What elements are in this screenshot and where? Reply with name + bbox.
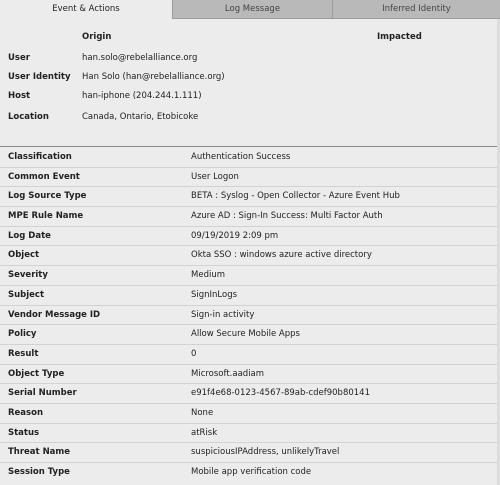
detail-row-vendor-message-id xyxy=(0,306,500,326)
detail-row-log-date xyxy=(0,227,500,247)
detail-label: Session Type xyxy=(8,467,70,477)
detail-value: Azure AD : Sign-In Success: Multi Factor Auth xyxy=(191,211,383,222)
detail-value: Medium xyxy=(191,270,225,281)
detail-label: MPE Rule Name xyxy=(8,211,84,222)
tab-log-message[interactable]: Log Message xyxy=(173,0,333,19)
detail-label: Reason xyxy=(8,407,43,418)
detail-label: Subject xyxy=(8,289,45,300)
detail-label: Object xyxy=(8,250,40,261)
identity-label: Host xyxy=(8,91,31,101)
section-divider xyxy=(0,146,500,147)
detail-row-result xyxy=(0,345,500,365)
origin-column-header: Origin xyxy=(82,32,112,42)
identity-row-location xyxy=(0,112,500,128)
detail-label: Severity xyxy=(8,270,48,281)
detail-label: Common Event xyxy=(8,171,80,182)
identity-value: Canada, Ontario, Etobicoke xyxy=(82,112,199,122)
identity-row-host xyxy=(0,91,500,107)
identity-label: User xyxy=(8,53,30,63)
detail-label: Object Type xyxy=(8,368,65,379)
identity-value: han.solo@rebelalliance.org xyxy=(82,53,198,63)
detail-value: SignInLogs xyxy=(191,289,238,300)
detail-value: atRisk xyxy=(191,427,218,438)
detail-value: Okta SSO : windows azure active directory xyxy=(191,250,372,261)
detail-row-session-type xyxy=(0,463,500,483)
detail-row-subject xyxy=(0,286,500,306)
detail-value: 09/19/2019 2:09 pm xyxy=(191,230,279,241)
detail-row-log-source-type xyxy=(0,187,500,207)
detail-row-status xyxy=(0,424,500,444)
detail-row-object xyxy=(0,246,500,266)
detail-value: None xyxy=(191,407,214,418)
detail-label: Status xyxy=(8,427,40,438)
detail-value: Authentication Success xyxy=(191,152,291,162)
detail-row-mpe-rule-name xyxy=(0,207,500,227)
event-details-table xyxy=(0,148,500,483)
identity-value: han-iphone (204.244.1.111) xyxy=(82,91,202,101)
detail-label: Serial Number xyxy=(8,388,77,399)
detail-row-reason xyxy=(0,404,500,424)
detail-value: BETA : Syslog - Open Collector - Azure Event Hub xyxy=(191,191,400,202)
identity-label: Location xyxy=(8,112,49,122)
origin-impacted-section xyxy=(0,19,500,146)
tab-event-actions[interactable]: Event & Actions xyxy=(0,0,173,19)
detail-label: Log Source Type xyxy=(8,191,87,202)
detail-row-classification xyxy=(0,148,500,168)
detail-value: Sign-in activity xyxy=(191,309,255,320)
detail-row-common-event xyxy=(0,168,500,188)
identity-label: User Identity xyxy=(8,72,71,82)
detail-label: Classification xyxy=(8,152,72,162)
identity-row-user-identity xyxy=(0,72,500,88)
identity-value: Han Solo (han@rebelalliance.org) xyxy=(82,72,225,82)
detail-row-severity xyxy=(0,266,500,286)
detail-row-serial-number xyxy=(0,384,500,404)
detail-value: e91f4e68-0123-4567-89ab-cdef90b80141 xyxy=(191,388,370,399)
tab-bar xyxy=(0,0,500,19)
detail-row-threat-name xyxy=(0,443,500,463)
detail-label: Log Date xyxy=(8,230,51,241)
tab-inferred-identity[interactable]: Inferred Identity xyxy=(333,0,500,19)
detail-value: suspiciousIPAddress, unlikelyTravel xyxy=(191,447,340,458)
detail-label: Result xyxy=(8,348,39,359)
detail-value: Microsoft.aadiam xyxy=(191,368,265,379)
detail-label: Threat Name xyxy=(8,447,71,458)
detail-value: 0 xyxy=(191,348,197,359)
identity-row-user xyxy=(0,53,500,69)
detail-label: Policy xyxy=(8,329,37,340)
detail-value: Allow Secure Mobile Apps xyxy=(191,329,300,340)
detail-row-object-type xyxy=(0,365,500,385)
detail-value: Mobile app verification code xyxy=(191,467,312,477)
impacted-column-header: Impacted xyxy=(377,32,422,42)
detail-value: User Logon xyxy=(191,171,239,182)
detail-row-policy xyxy=(0,325,500,345)
detail-label: Vendor Message ID xyxy=(8,309,101,320)
